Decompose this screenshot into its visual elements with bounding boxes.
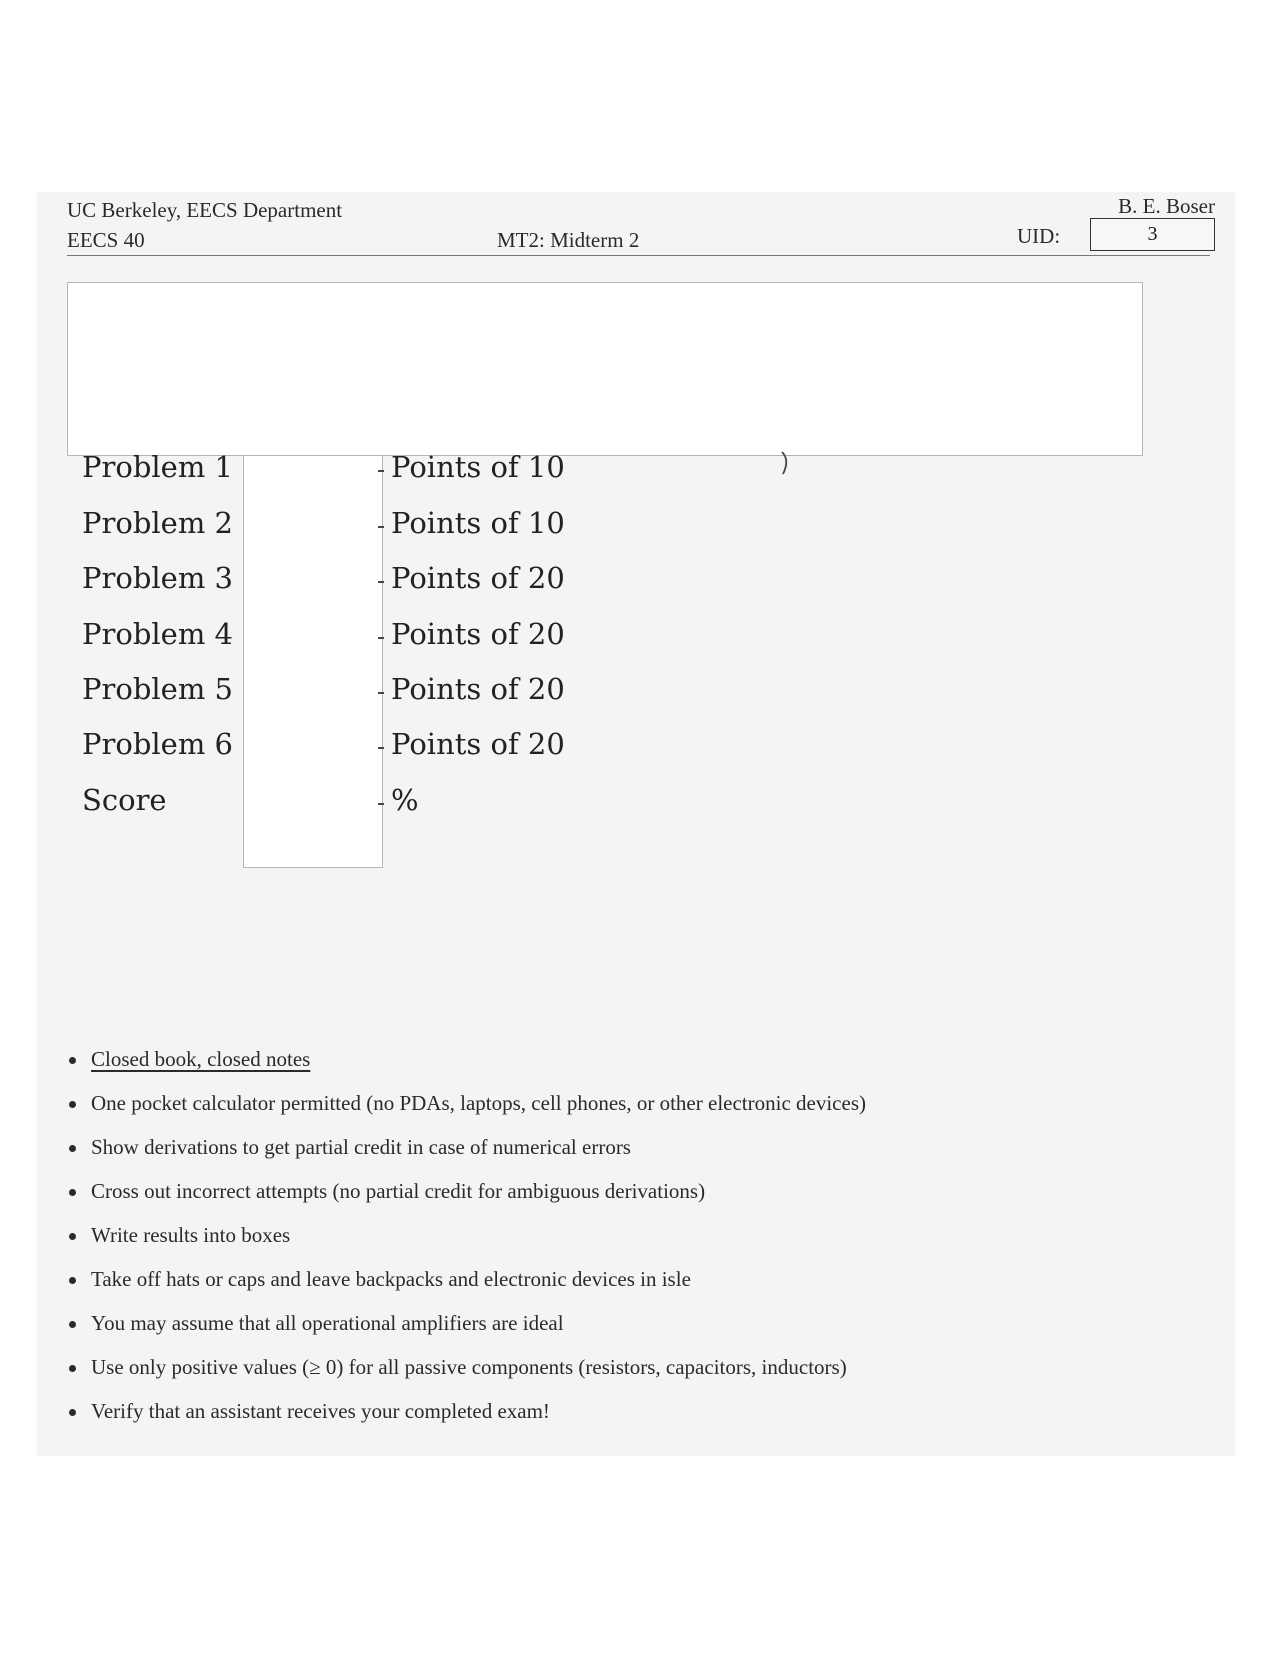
score-row-problem-5	[37, 672, 1235, 730]
score-row-problem-2	[37, 506, 1235, 564]
bullet-icon	[69, 1101, 76, 1108]
score-blank-tick	[378, 526, 384, 528]
instruction-text: You may assume that all operational amplifiers are ideal	[91, 1311, 564, 1335]
instruction-text: Cross out incorrect attempts (no partial credit for ambiguous derivations)	[91, 1179, 706, 1203]
bullet-icon	[69, 1189, 76, 1196]
department-label: UC Berkeley, EECS Department	[67, 198, 343, 222]
instruction-item	[67, 1311, 866, 1355]
score-row-problem-6	[37, 727, 1235, 785]
instruction-text: Verify that an assistant receives your completed exam!	[91, 1399, 550, 1423]
bullet-icon	[69, 1277, 76, 1284]
score-row-suffix: Points of 20	[391, 727, 565, 761]
uid-label: UID:	[1017, 224, 1061, 248]
instruction-item	[67, 1267, 866, 1311]
exam-title: MT2: Midterm 2	[497, 228, 640, 252]
score-blank-tick	[378, 692, 384, 694]
pen-mark-icon	[779, 450, 793, 476]
instruction-text: Closed book, closed notes	[91, 1047, 311, 1071]
exam-instructions	[67, 1047, 866, 1443]
instruction-item	[67, 1355, 866, 1399]
instruction-text: Write results into boxes	[91, 1223, 291, 1247]
score-row-problem-3	[37, 561, 1235, 619]
score-row-suffix: Points of 10	[391, 506, 565, 540]
score-blank-tick	[378, 637, 384, 639]
score-blank-tick	[378, 803, 384, 805]
score-row-total	[37, 783, 1235, 841]
score-blank-tick	[378, 581, 384, 583]
instruction-text: Take off hats or caps and leave backpacks and electronic devices in isle	[91, 1267, 691, 1291]
instruction-item	[67, 1135, 866, 1179]
score-row-label: Problem 1	[82, 450, 234, 484]
score-row-suffix: Points of 20	[391, 672, 565, 706]
bullet-icon	[69, 1365, 76, 1372]
score-row-label: Problem 4	[82, 617, 234, 651]
score-row-suffix: Points of 10	[391, 450, 565, 484]
instruction-text: One pocket calculator permitted (no PDAs, laptops, cell phones, or other electronic devices)	[91, 1091, 866, 1115]
instruction-item	[67, 1399, 866, 1443]
bullet-icon	[69, 1409, 76, 1416]
score-row-label: Problem 3	[82, 561, 234, 595]
uid-field: 3	[1090, 218, 1215, 251]
bullet-icon	[69, 1145, 76, 1152]
instruction-text: Use only positive values (≥ 0) for all passive components (resistors, capacitors, inductors)	[91, 1355, 847, 1379]
bullet-icon	[69, 1057, 76, 1064]
instruction-item	[67, 1179, 866, 1223]
score-row-problem-4	[37, 617, 1235, 675]
score-row-suffix: Points of 20	[391, 561, 565, 595]
score-row-suffix: Points of 20	[391, 617, 565, 651]
redacted-name-box	[67, 282, 1143, 456]
score-blank-tick	[378, 747, 384, 749]
header-rule	[67, 255, 1210, 256]
score-row-label: Score	[82, 783, 167, 817]
score-row-label: Problem 5	[82, 672, 234, 706]
score-row-label: Problem 6	[82, 727, 234, 761]
exam-cover-page	[37, 192, 1235, 1456]
instruction-item	[67, 1047, 866, 1091]
instruction-item	[67, 1091, 866, 1135]
bullet-icon	[69, 1321, 76, 1328]
score-blank-tick	[378, 470, 384, 472]
score-row-problem-1	[37, 450, 1235, 508]
instruction-text: Show derivations to get partial credit in case of numerical errors	[91, 1135, 631, 1159]
instruction-item	[67, 1223, 866, 1267]
course-label: EECS 40	[67, 228, 145, 252]
score-row-suffix: %	[391, 783, 419, 817]
instructor-name: B. E. Boser	[1118, 194, 1215, 218]
score-row-label: Problem 2	[82, 506, 234, 540]
bullet-icon	[69, 1233, 76, 1240]
